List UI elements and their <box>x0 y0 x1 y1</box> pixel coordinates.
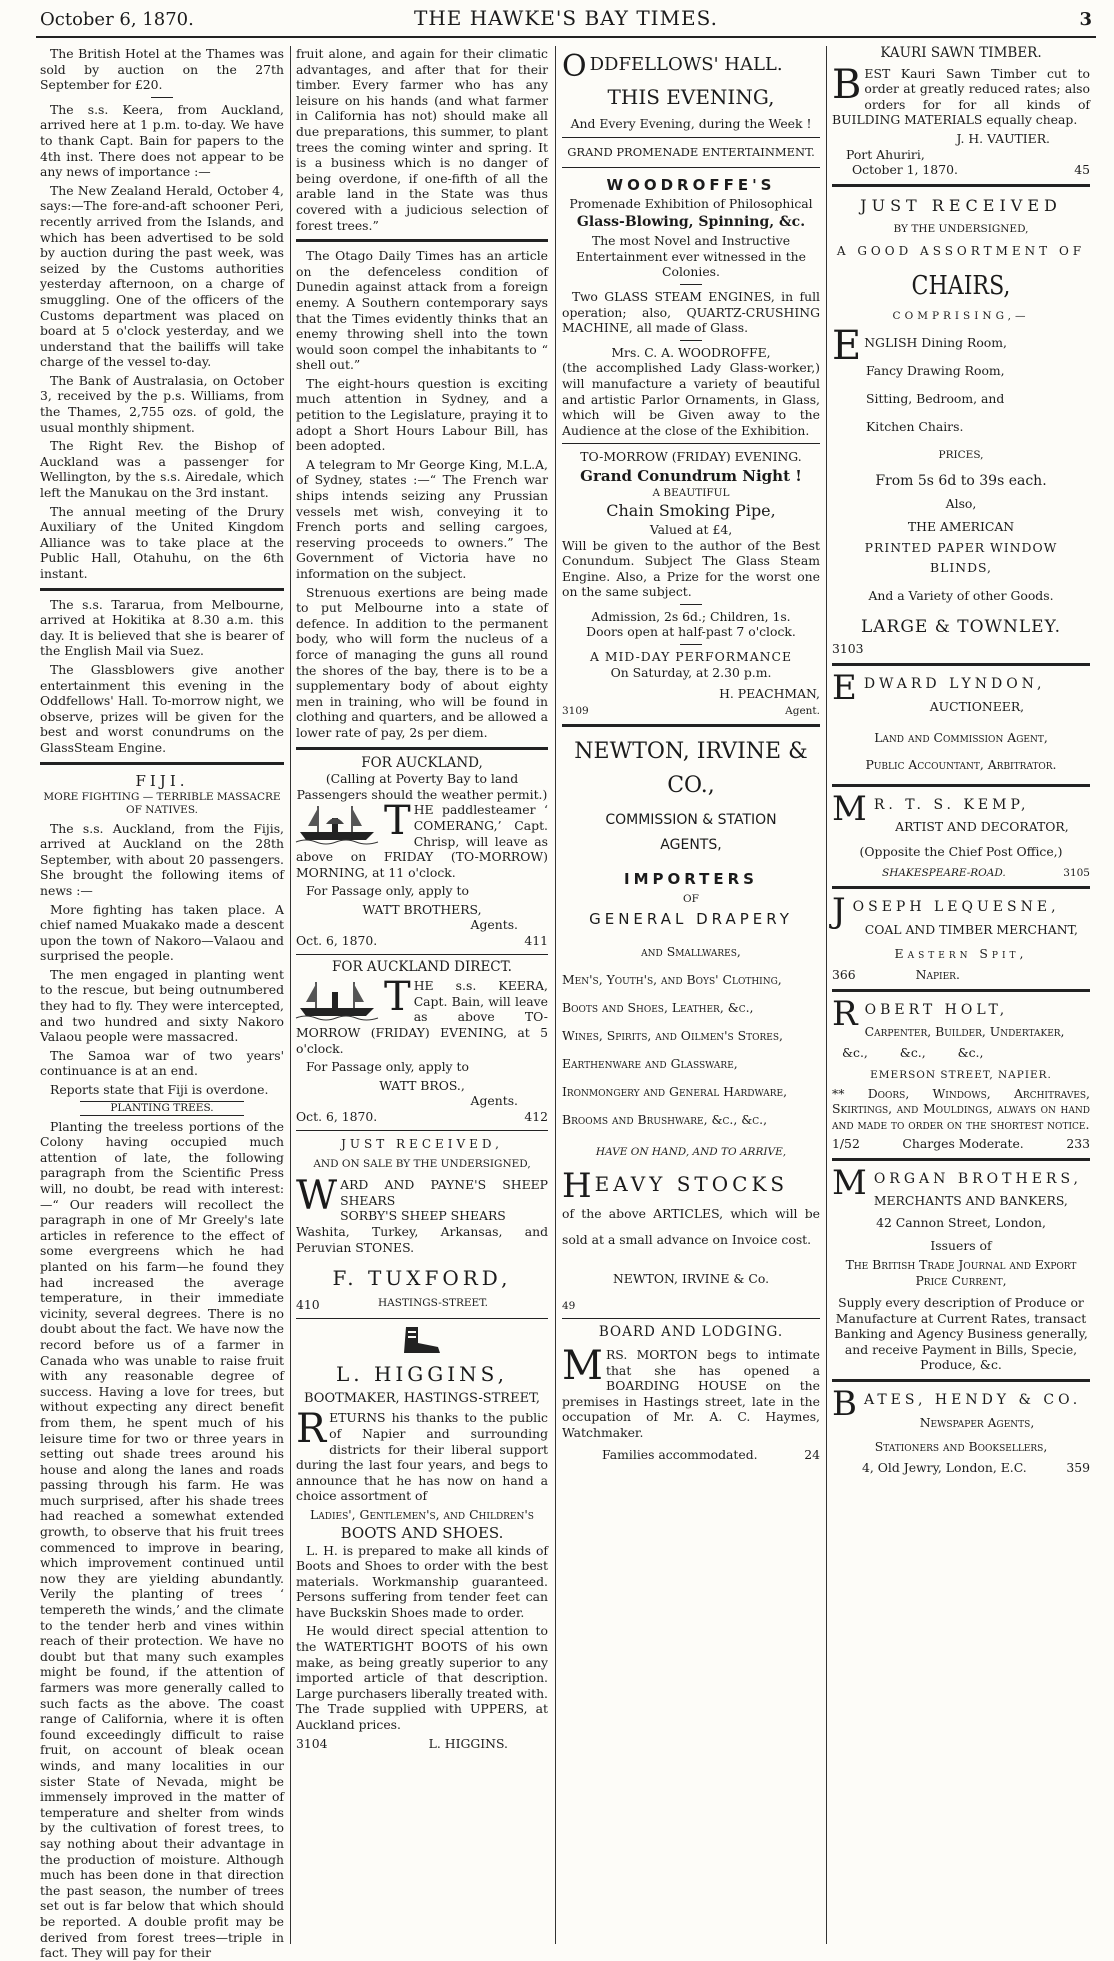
advert-subheading: (Calling at Poverty Bay to land Passengers should the weather permit.) <box>296 771 548 802</box>
section-rule <box>832 1158 1090 1161</box>
advert-body: Washita, Turkey, Arkansas, and Peruvian STONES. <box>296 1223 548 1255</box>
advert-oddfellows <box>562 49 820 718</box>
advert-line: And Every Evening, during the Week ! <box>570 116 812 131</box>
advertiser-trade: BOOTMAKER, HASTINGS-STREET, <box>304 1390 540 1406</box>
advert-line: Newspaper Agents, <box>919 1414 1035 1430</box>
advert-line: Ladies', Gentlemen's, and Children's <box>310 1506 534 1522</box>
news-paragraph: Reports state that Fiji is overdone. <box>50 1082 269 1098</box>
news-paragraph: The British Hotel at the Thames was sold by auction on the 27th September for £20. <box>40 46 284 93</box>
drop-cap: O <box>562 49 587 84</box>
advert-lyndon <box>832 667 1090 778</box>
column-divider <box>290 46 291 1944</box>
news-paragraph: The New Zealand Herald, October 4, says:—The fore-and-aft schooner Peri, recently arrived from the Islands, and which has been advertised to be sold by auction during the past week, was seized by the Customs authorities yesterday afternoon, on a charge of smuggling. One of the officers of the Customs department was placed on board at 5 o'clock yesterday, and we understand that the bailiffs will take charge of the vessel to-day. <box>40 182 284 370</box>
column-divider <box>826 46 827 1944</box>
advert-list-item: Kitchen Chairs. <box>866 418 964 434</box>
news-paragraph: fruit alone, and again for their climatic advantages, and after that for their timber. Every farmer who has any leisure on his hands (and what farmer in California has not) should make all due preparations, this summer, to plant trees the coming winter and spring. It is a business which is no danger of being overdone, if one-fifth of all the arable land in the State was thus covered with a judicious selection of forest trees.” <box>296 46 548 233</box>
advert-number: 3105 <box>1063 866 1090 879</box>
advert-line: WOODROFFE'S <box>606 175 776 194</box>
advert-line: Public Accountant, Arbitrator. <box>865 756 1057 772</box>
section-rule <box>296 747 548 750</box>
section-rule <box>832 1379 1090 1382</box>
advert-body: SORBY'S SHEEP SHEARS <box>340 1208 506 1224</box>
advert-line: Glass-Blowing, Spinning, &c. <box>576 214 806 231</box>
advert-passage: For Passage only, apply to <box>306 1059 469 1075</box>
section-rule <box>832 663 1090 666</box>
advert-signature: H. PEACHMAN, <box>719 686 820 702</box>
advert-number: 233 <box>1066 1136 1090 1152</box>
advert-line: BOOTS AND SHOES. <box>340 1523 504 1542</box>
advert-line: Also, <box>945 495 977 511</box>
column-4 <box>832 46 1090 1944</box>
advert-heading: DDFELLOWS' HALL. <box>589 54 783 75</box>
section-rule <box>832 184 1090 187</box>
separator <box>562 137 820 138</box>
advert-date: Oct. 6, 1870. <box>296 933 378 949</box>
separator <box>680 340 702 341</box>
advert-list-item: and Smallwares, <box>641 943 741 959</box>
advert-address: Napier. <box>915 966 960 982</box>
drop-cap: M <box>832 1162 871 1203</box>
separator <box>680 284 702 285</box>
advert-body: L. H. is prepared to make all kinds of Boots and Shoes to order with the best materials. Workmanship guaranteed. Persons suffering from tender feet can have Buckskin Shoes made to order. <box>296 1542 548 1620</box>
advert-line: &c., &c., &c., <box>842 1044 984 1060</box>
advert-line: BY THE UNDERSIGNED, <box>893 222 1029 235</box>
advert-body: Two GLASS STEAM ENGINES, in full operation; also, QUARTZ-CRUSHING MACHINE, all made of Glass. <box>562 288 820 336</box>
advert-passage: For Passage only, apply to <box>306 883 469 899</box>
section-rule <box>296 239 548 242</box>
advert-line: (Opposite the Chief Post Office,) <box>859 843 1063 859</box>
separator <box>680 644 702 645</box>
advert-body: ARD AND PAYNE'S SHEEP SHEARS <box>340 1177 548 1208</box>
advert-body: HE paddlesteamer ‘ COMERANG,’ Capt. Chrisp, will leave as above on FRIDAY (TO-MORROW) MORNING, at 11 o'clock. <box>296 802 548 880</box>
advert-line: THIS EVENING, <box>607 85 775 109</box>
advert-number: 24 <box>804 1446 820 1462</box>
advertiser-name: F. TUXFORD, <box>332 1266 512 1291</box>
advert-chairs <box>832 193 1090 657</box>
advert-body: (the accomplished Lady Glass-worker,) will manufacture a variety of beautiful and artistic Parlor Ornaments, in Glass, which will be Given away to the Audience at the close of the Exhibition. <box>562 360 820 438</box>
advert-subheading: AND ON SALE BY THE UNDERSIGNED, <box>313 1158 531 1171</box>
separator <box>296 1130 548 1131</box>
news-paragraph: A telegram to Mr George King, M.L.A, of Sydney, states :—“ The French war ships intends seizing any Prussian vessels met wish, conveying it to French ports and selling cargoes, reserving proceeds to owners.” The Government of Victoria have no information on the subject. <box>296 456 548 581</box>
advert-line: Land and Commission Agent, <box>874 729 1048 745</box>
section-rule <box>832 784 1090 787</box>
advert-body: He would direct special attention to the WATERTIGHT BOOTS of his own make, as being greatly superior to any imported article of that description. Large purchasers liberally treated with. The Trade supplied with UPPERS, at Auckland prices. <box>296 1623 548 1733</box>
advert-list-item: Wines, Spirits, and Oilmen's Stores, <box>562 1027 783 1043</box>
advert-morgan <box>832 1162 1090 1373</box>
fiji-subheading: MORE FIGHTING — TERRIBLE MASSACRE OF NATIVES. <box>43 790 281 816</box>
news-paragraph: The annual meeting of the Drury Auxiliary of the United Kingdom Alliance was to take place at the Public Hall, Otahuhu, on the 6th instant. <box>40 503 284 581</box>
advert-newton-irvine <box>562 735 820 1314</box>
advert-bates-hendy <box>832 1383 1090 1476</box>
advert-kauri-timber <box>832 46 1090 178</box>
advert-line: COAL AND TIMBER MERCHANT, <box>864 921 1078 937</box>
section-rule <box>562 724 820 727</box>
advert-comerang <box>296 756 548 949</box>
advert-line: Carpenter, Builder, Undertaker, <box>864 1023 1065 1039</box>
advert-number: 359 <box>1066 1459 1090 1475</box>
advert-line: Grand Conundrum Night ! <box>580 466 802 485</box>
advert-line: A BEAUTIFUL <box>652 486 730 499</box>
advert-list-item: Ironmongery and General Hardware, <box>562 1083 788 1099</box>
advert-body: The most Novel and Instructive Entertainment ever witnessed in the Colonies. <box>575 233 807 280</box>
advert-line: AUCTIONEER, <box>929 698 1025 714</box>
advert-list-item: Brooms and Brushware, &c., &c., <box>562 1111 768 1127</box>
advertiser-name: NEWTON, IRVINE & CO., <box>574 738 808 798</box>
advert-line: And a Variety of other Goods. <box>868 587 1054 603</box>
advert-number: 3104 <box>296 1735 328 1751</box>
column-1 <box>40 46 284 1961</box>
advert-line: Chain Smoking Pipe, <box>606 500 776 520</box>
column-3 <box>562 46 820 1944</box>
advert-holt <box>832 993 1090 1152</box>
advert-line: Families accommodated. <box>602 1446 758 1462</box>
advert-heading: JUST RECEIVED <box>860 195 1062 215</box>
fiji-heading: FIJI. <box>135 771 189 790</box>
advert-body: ETURNS his thanks to the public of Napier and surrounding districts for their liberal support during the last four years, and begs to announce that he has now on hand a choice assortment of <box>296 1410 548 1504</box>
advert-line: Valued at £4, <box>649 521 733 537</box>
advert-number: 412 <box>524 1109 548 1124</box>
advert-line: GENERAL DRAPERY <box>589 909 793 928</box>
advertiser-name: R. T. S. KEMP, <box>873 796 1030 813</box>
news-paragraph: The men engaged in planting went to the rescue, but being outnumbered they had to fly. They were intercepted, and two hundred and sixty Nakoro Valaou people were massacred. <box>40 966 284 1045</box>
advert-line: Mrs. C. A. WOODROFFE, <box>611 344 771 360</box>
advert-number: 3103 <box>832 641 864 657</box>
advert-line: Promenade Exhibition of Philosophical <box>569 195 813 211</box>
boot-icon <box>400 1325 444 1355</box>
advert-list-item: Boots and Shoes, Leather, &c., <box>562 999 754 1015</box>
advert-heading: BOARD AND LODGING. <box>598 1324 784 1341</box>
advertiser-name: ORGAN BROTHERS, <box>873 1170 1082 1187</box>
advert-heading: EAVY STOCKS <box>594 1171 789 1196</box>
drop-cap: E <box>832 667 861 708</box>
advert-agents-label: Agents. <box>470 917 518 933</box>
newspaper-title: THE HAWKE'S BAY TIMES. <box>413 6 719 30</box>
advert-line: Eastern Spit, <box>894 945 1028 961</box>
drop-cap: R <box>296 1406 327 1453</box>
advert-line: A MID-DAY PERFORMANCE <box>589 649 793 665</box>
advert-higgins <box>296 1325 548 1751</box>
issue-date: October 6, 1870. <box>40 9 194 30</box>
advert-number: 1/52 <box>832 1136 860 1152</box>
advert-list-item: Sitting, Bedroom, and <box>866 390 1005 406</box>
drop-cap: H <box>562 1165 592 1206</box>
advert-line: CHAIRS, <box>911 270 1011 301</box>
advert-line: Admission, 2s 6d.; Children, 1s. <box>591 608 791 624</box>
news-paragraph: The eight-hours question is exciting much attention in Sydney, and a petition to the Legislature, praying it to adopt a Short Hours Labour Bill, has been adopted. <box>296 375 548 454</box>
advert-number: 3109 <box>562 704 589 717</box>
column-2 <box>296 46 548 1944</box>
advert-heading: KAURI SAWN TIMBER. <box>880 45 1042 61</box>
advert-date: October 1, 1870. <box>852 162 958 178</box>
news-paragraph: The Samoa war of two years' continuance is at an end. <box>40 1047 284 1079</box>
advert-lequesne <box>832 890 1090 983</box>
advert-body: EST Kauri Sawn Timber cut to order at greatly reduced rates; also orders for for all kinds of BUILDING MATERIALS equally cheap. <box>832 65 1090 128</box>
advert-agent: WATT BROTHERS, <box>362 901 482 917</box>
advert-signature: NEWTON, IRVINE & Co. <box>612 1270 770 1286</box>
advert-address: HASTINGS-STREET. <box>377 1297 488 1310</box>
advert-number: 410 <box>296 1297 320 1313</box>
news-paragraph: Planting the treeless portions of the Colony having occupied much attention of late, the following paragraph from the Scientific Press will, no doubt, be read with interest:—“ Our readers will recollect the paragraph in one of Mr Greely's late articles in reference to the effect of some evergreens which he had planted on his farm—he found they had increased the average temperature, in their immediate vicinity, several degrees. There is no doubt about the fact. We have now the record before us of a farmer in Canada who was unable to raise fruit with any reasonable degree of success. Having a love for trees, but without expecting any direct benefit from them, he spent much of his leisure time for two or three years in setting out shade trees around his house and along the lanes and roads passing through his farm. He was much surprised, after his shade trees had reached a somewhat extended growth, to observe that his fruit trees commenced to improve in bearing, which improvement continued until now they are yielding abundantly. Verily the planting of trees ‘ tempereth the winds,’ and the climate to the tender herb and vines within reach of their protection. We have no doubt but that many such examples might be found, if the attention of farmers was more generally called to such facts as the above. The coast range of California, where it is often found exceedingly difficult to raise fruit, on account of bleak ocean winds, and many localities in our sister State of Nevada, might be immensely improved in the matter of temperature and shelter from winds by the cultivation of forest trees, to say nothing about their advantage in the production of moisture. Although much has been done in that direction the past season, the number of trees set out is far below that which should be reported. A double profit may be derived from forest trees—triple in fact. They will pay for their <box>40 1118 284 1961</box>
advert-signature: L. HIGGINS. <box>428 1735 508 1751</box>
drop-cap: M <box>832 788 871 829</box>
advert-address: 4, Old Jewry, London, E.C. <box>862 1459 1027 1475</box>
advertiser-name: DWARD LYNDON, <box>863 675 1046 692</box>
advert-line: ARTIST AND DECORATOR, <box>895 818 1069 834</box>
advert-body: ** Doors, Windows, Architraves, Skirtings, and Mouldings, always on hand and made to order on the shortest notice. <box>832 1085 1090 1132</box>
advert-signature: J. H. VAUTIER. <box>956 130 1050 146</box>
advertiser-name: OSEPH LEQUESNE, <box>852 898 1060 915</box>
separator <box>562 1318 820 1319</box>
advert-board-lodging <box>562 1325 820 1462</box>
advert-line: Doors open at half-past 7 o'clock. <box>586 624 796 640</box>
advert-place: Port Ahuriri, <box>846 146 925 162</box>
advert-list-item: Earthenware and Glassware, <box>562 1055 738 1071</box>
separator <box>562 167 820 168</box>
section-rule <box>832 886 1090 889</box>
section-rule <box>40 762 284 765</box>
advert-address: SHAKESPEARE-ROAD. <box>882 866 1006 879</box>
advert-line: THE AMERICAN <box>907 518 1015 534</box>
drop-cap: J <box>832 890 850 931</box>
drop-cap: B <box>832 61 862 108</box>
page-number: 3 <box>1079 9 1092 30</box>
advert-keera <box>296 960 548 1125</box>
separator <box>680 604 702 605</box>
advert-body: RS. MORTON begs to intimate that she has opened a BOARDING HOUSE on the premises in Hastings street, late in the occupation of Mr. A. C. Haymes, Watchmaker. <box>562 1347 820 1440</box>
drop-cap: W <box>296 1173 338 1220</box>
advertiser-name: L. HIGGINS, <box>335 1361 509 1386</box>
advertiser-name: OBERT HOLT, <box>864 1001 1009 1018</box>
column-divider <box>555 46 556 1944</box>
advert-heading: JUST RECEIVED, <box>341 1136 503 1151</box>
drop-cap: T <box>384 798 411 845</box>
separator <box>296 1318 548 1319</box>
advert-line: TO-MORROW (FRIDAY) EVENING. <box>580 449 802 465</box>
news-paragraph: The Right Rev. the Bishop of Auckland was a passenger for Wellington, by the s.s. Airedale, which left the Manukau on the 3rd instant. <box>40 438 284 501</box>
section-rule <box>40 588 284 591</box>
news-paragraph: The Otago Daily Times has an article on the defenceless condition of Dunedin against attack from a foreign enemy. A Southern contemporary says that the Times evidently thinks that an enemy throwing shell into the town would soon compel the inhabitants to “ shell out.” <box>296 248 548 373</box>
masthead <box>36 8 1096 38</box>
advert-line: IMPORTERS <box>624 869 758 888</box>
separator <box>562 443 820 444</box>
advert-heading: FOR AUCKLAND, <box>361 754 483 771</box>
advert-body: of the above ARTICLES, which will be sold at a small advance on Invoice cost. <box>562 1205 820 1247</box>
advert-line: Charges Moderate. <box>902 1136 1024 1152</box>
advert-body: Will be given to the author of the Best Conundum. Subject The Glass Steam Engine. Also, a Prize for the worst one on the same subject. <box>562 537 820 600</box>
advert-agent-label: Agent. <box>785 704 820 717</box>
drop-cap: M <box>562 1343 603 1390</box>
news-paragraph: The s.s. Keera, from Auckland, arrived here at 1 p.m. to-day. We have to thank Capt. Bain for papers to the 4th inst. There does not appear to be any news of importance :— <box>40 101 284 180</box>
news-paragraph: The s.s. Auckland, from the Fijis, arrived at Auckland on the 28th September, with about 20 passengers. She brought the following items of news :— <box>40 820 284 898</box>
advert-date: Oct. 6, 1870. <box>296 1109 378 1124</box>
advertiser-name: LARGE & TOWNLEY. <box>860 617 1062 638</box>
section-rule <box>832 989 1090 992</box>
advert-body: Supply every description of Produce or Manufacture at Current Rates, transact Banking and Agency Business generally, and receive Payment in Bills, Specie, Produce, &c. <box>834 1294 1088 1373</box>
news-paragraph: More fighting has taken place. A chief named Muakako made a descent upon the town of Nakoro—Valaou and surprised the people. <box>40 901 284 964</box>
advert-list-item: Men's, Youth's, and Boys' Clothing, <box>562 971 782 987</box>
advert-tuxford <box>296 1137 548 1313</box>
news-paragraph: Strenuous exertions are being made to put Melbourne into a state of defence. In addition to the permanent body, who will form the nucleus of a force of managing the guns all round the shores of the bay, there is to be a supplementary body of about eighty men in training, who will be found in clothing and quarters, and be allowed a lower rate of pay, 2s per diem. <box>296 584 548 740</box>
advert-line: The British Trade Journal and Export Price Current, <box>845 1256 1077 1288</box>
drop-cap: B <box>832 1383 861 1424</box>
advert-line: AGENTS, <box>660 836 722 853</box>
advert-line: MERCHANTS AND BANKERS, <box>873 1192 1068 1208</box>
advert-line: Issuers of <box>930 1237 992 1253</box>
news-paragraph: The Bank of Australasia, on October 3, received by the p.s. Williams, from the Thames, 2,755 ozs. of gold, the usual monthly shipment. <box>40 372 284 435</box>
advert-kemp <box>832 788 1090 880</box>
advert-number: 366 <box>832 966 856 982</box>
drop-cap: E <box>832 322 862 369</box>
advert-line: COMPRISING,— <box>892 309 1030 322</box>
trees-heading: PLANTING TREES. <box>80 1101 244 1116</box>
advert-address: EMERSON STREET, NAPIER. <box>870 1068 1052 1081</box>
drop-cap: R <box>832 993 862 1034</box>
advert-line: PRICES, <box>938 448 984 461</box>
advert-line: GRAND PROMENADE ENTERTAINMENT. <box>567 144 815 159</box>
advert-number: 45 <box>1074 162 1090 178</box>
advert-line: From 5s 6d to 39s each. <box>875 472 1047 489</box>
advert-list-item: NGLISH Dining Room, <box>864 334 1007 350</box>
separator <box>296 954 548 955</box>
advert-number: 411 <box>524 933 548 949</box>
advert-line: On Saturday, at 2.30 p.m. <box>610 664 772 680</box>
advertiser-name: ATES, HENDY & CO. <box>864 1391 1082 1408</box>
advert-body: HE s.s. KEERA, Capt. Bain, will leave as above TO-MORROW (FRIDAY) EVENING, at 5 o'clock. <box>296 978 548 1056</box>
advert-line: PRINTED PAPER WINDOW BLINDS, <box>864 539 1058 575</box>
advert-line: Stationers and Booksellers, <box>874 1438 1048 1454</box>
separator <box>151 97 173 98</box>
advert-number: 49 <box>562 1300 576 1313</box>
advert-address: 42 Cannon Street, London, <box>876 1214 1046 1230</box>
steamship-icon <box>296 978 378 1022</box>
advert-agent: WATT BROS., <box>379 1077 465 1093</box>
advert-heading: FOR AUCKLAND DIRECT. <box>332 958 512 975</box>
advert-line: A GOOD ASSORTMENT OF <box>836 243 1086 258</box>
advert-line: OF <box>683 892 699 905</box>
advert-line: HAVE ON HAND, AND TO ARRIVE, <box>595 1145 787 1158</box>
paddlesteamer-icon <box>296 802 378 846</box>
drop-cap: T <box>384 974 411 1021</box>
news-paragraph: The Glassblowers give another entertainment this evening in the Oddfellows' Hall. To-morrow night, we observe, prizes will be given for the best and worst conundrums on the GlassSteam Engine. <box>40 661 284 755</box>
news-paragraph: The s.s. Tararua, from Melbourne, arrived at Hokitika at 8.30 a.m. this day. It is believed that she is bearer of the English Mail via Suez. <box>40 596 284 659</box>
advert-agents-label: Agents. <box>470 1093 518 1109</box>
advert-list-item: Fancy Drawing Room, <box>866 362 1005 378</box>
advert-line: COMMISSION & STATION <box>605 811 777 828</box>
